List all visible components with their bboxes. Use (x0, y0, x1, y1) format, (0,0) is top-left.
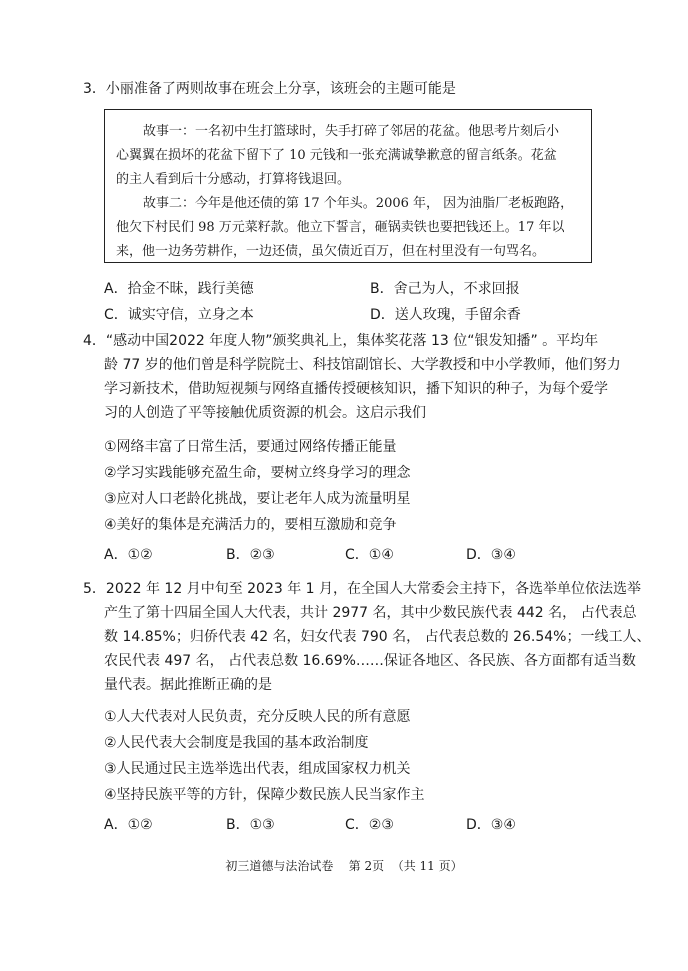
q5-statement-4: ④坚持民族平等的方针，保障少数民族人民当家作主 (104, 787, 425, 803)
q3-option-a: A．拾金不昧，践行美德 (104, 281, 254, 297)
story-line-2: 心翼翼在损坏的花盆下留下了 10 元钱和一张充满诚挚歉意的留言纸条。花盆 (116, 148, 557, 163)
q4-stem-line-4: 习的人创造了平等接触优质资源的机会。这启示我们 (104, 405, 426, 421)
q5-stem-line-5: 量代表。据此推断正确的是 (104, 677, 272, 693)
story-line-6: 来，他一边务劳耕作，一边还债，虽欠债近百万，但在村里没有一句骂名。 (116, 244, 546, 259)
page-footer: 初三道德与法治试卷 第 2页 （共 11 页） (225, 859, 463, 873)
q5-stem-line-1: 5．2022 年 12 月中旬至 2023 年 1 月，在全国人大常委会主持下，各选举单位依法选举 (83, 581, 642, 597)
q4-statement-2: ②学习实践能够充盈生命，要树立终身学习的理念 (104, 465, 411, 481)
q3-option-b: B．舍己为人，不求回报 (370, 281, 520, 297)
q5-option-d: D．③④ (466, 817, 516, 833)
q4-stem-line-2: 龄 77 岁的他们曾是科学院院士、科技馆副馆长、大学教授和中小学教师，他们努力 (104, 357, 621, 373)
q3-option-d: D．送人玫瑰，手留余香 (370, 307, 521, 323)
q5-statement-3: ③人民通过民主选举选出代表，组成国家权力机关 (104, 761, 411, 777)
q3-option-c: C．诚实守信，立身之本 (104, 307, 254, 323)
q4-option-c: C．①④ (345, 547, 394, 563)
q4-option-a: A．①② (104, 547, 153, 563)
q5-statement-2: ②人民代表大会制度是我国的基本政治制度 (104, 735, 369, 751)
story-line-5: 他欠下村民们 98 万元菜籽款。他立下誓言，砸锅卖铁也要把钱还上。17 年以 (116, 220, 565, 235)
q4-statement-1: ①网络丰富了日常生活，要通过网络传播正能量 (104, 439, 397, 455)
story-line-4: 故事二：今年是他还债的第 17 个年头。2006 年， 因为油脂厂老板跑路， (143, 196, 574, 211)
q5-stem-line-3: 数 14.85%；归侨代表 42 名，妇女代表 790 名， 占代表总数的 26.54%；一线工人、 (104, 629, 651, 645)
q4-stem-line-1: 4．“感动中国2022 年度人物”颁奖典礼上，集体奖花落 13 位“银发知播” 。平均年 (83, 333, 599, 349)
q5-statement-1: ①人大代表对人民负责，充分反映人民的所有意愿 (104, 709, 411, 725)
story-box (104, 109, 592, 263)
q4-statement-3: ③应对人口老龄化挑战，要让老年人成为流量明星 (104, 491, 411, 507)
q3-stem: 3．小丽准备了两则故事在班会上分享，该班会的主题可能是 (83, 81, 456, 97)
q4-option-b: B．②③ (226, 547, 275, 563)
q4-stem-line-3: 学习新技术，借助短视频与网络直播传授硬核知识，播下知识的种子，为每个爱学 (104, 381, 608, 397)
q5-stem-line-4: 农民代表 497 名， 占代表总数 16.69%……保证各地区、各民族、各方面都有适当数 (104, 653, 636, 669)
q5-option-b: B．①③ (226, 817, 275, 833)
q5-stem-line-2: 产生了第十四届全国人大代表，共计 2977 名，其中少数民族代表 442 名， 占代表总 (104, 605, 637, 621)
q5-option-c: C．②③ (345, 817, 394, 833)
story-line-3: 的主人看到后十分感动，打算将钱退回。 (116, 172, 351, 187)
q5-option-a: A．①② (104, 817, 153, 833)
story-line-1: 故事一：一名初中生打篮球时，失手打碎了邻居的花盆。他思考片刻后小 (143, 124, 560, 139)
q4-statement-4: ④美好的集体是充满活力的，要相互激励和竞争 (104, 517, 397, 533)
q4-option-d: D．③④ (466, 547, 516, 563)
